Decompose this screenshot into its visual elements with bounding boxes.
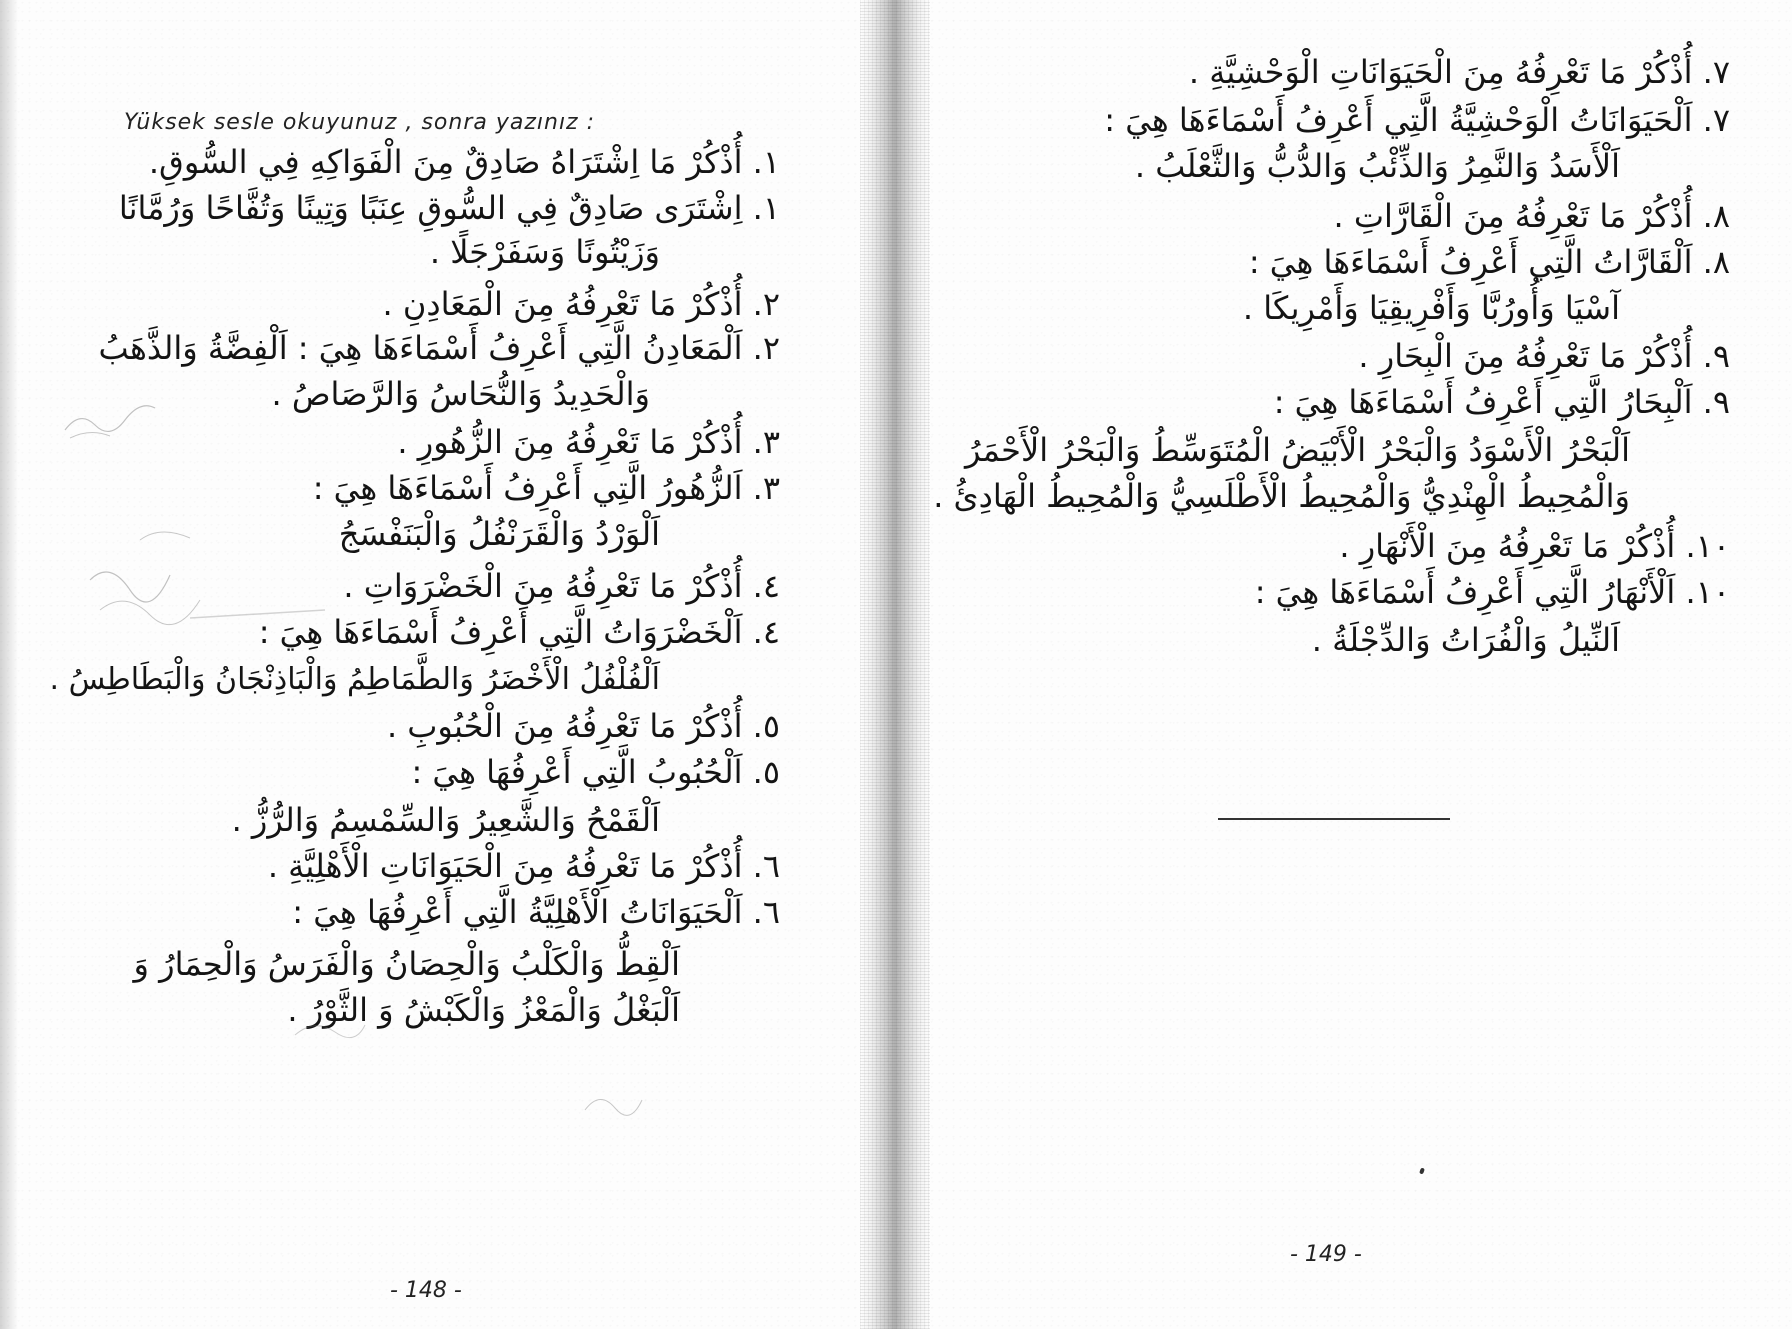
text-line: ٨. اَلْقَارَّاتُ الَّتِي أَعْرِفُ أَسْمَاءَهَا هِيَ : bbox=[1248, 243, 1730, 281]
reading-instruction: Yüksek sesle okuyunuz , sonra yazınız : bbox=[124, 110, 596, 135]
pencil-scribble bbox=[60, 390, 170, 450]
text-line: ٤. أُذْكُرْ مَا تَعْرِفُهُ مِنَ الْخَضْرَوَاتِ . bbox=[343, 567, 780, 605]
text-line: ٤. اَلْخَضْرَوَاتُ الَّتِي أَعْرِفُ أَسْمَاءَهَا هِيَ : bbox=[258, 613, 780, 651]
text-line: وَالْحَدِيدُ وَالنُّحَاسُ وَالرَّصَاصُ . bbox=[271, 375, 650, 413]
text-line: ٦. اَلْحَيَوَانَاتُ الْأَهْلِيَّةُ الَّتِي أَعْرِفُهَا هِيَ : bbox=[292, 893, 780, 931]
left-page-edge-shadow bbox=[0, 0, 18, 1329]
pencil-scribble bbox=[290, 1010, 370, 1050]
text-line: اَلْفُلْفُلُ الْأَخْضَرُ وَالطَّمَاطِمُ وَالْبَاذِنْجَانُ وَالْبَطَاطِسُ . bbox=[49, 662, 660, 697]
text-line: ١. اِشْتَرَى صَادِقٌ فِي السُّوقِ عِنَبًا وَتِينًا وَتُفَّاحًا وَرُمَّانًا bbox=[118, 189, 780, 227]
text-line: اَلْبَغْلُ وَالْمَعْزُ وَالْكَبْشُ وَ الثَّوْرُ . bbox=[287, 991, 680, 1029]
text-line: ٥. اَلْحُبُوبُ الَّتِي أَعْرِفُهَا هِيَ : bbox=[411, 753, 780, 791]
text-line: اَلْقِطُّ وَالْكَلْبُ وَالْحِصَانُ وَالْفَرَسُ وَالْحِمَارُ وَ bbox=[133, 945, 680, 983]
text-line: ٩. أُذْكُرْ مَا تَعْرِفُهُ مِنَ الْبِحَارِ . bbox=[1358, 337, 1730, 375]
text-line: ٨. أُذْكُرْ مَا تَعْرِفُهُ مِنَ الْقَارَّاتِ . bbox=[1333, 197, 1730, 235]
text-line: اَلنِّيلُ وَالْفُرَاتُ وَالدِّجْلَةُ . bbox=[1311, 621, 1620, 659]
text-line: ٥. أُذْكُرْ مَا تَعْرِفُهُ مِنَ الْحُبُوبِ . bbox=[386, 707, 780, 745]
text-line: ١٠. أُذْكُرْ مَا تَعْرِفُهُ مِنَ الْأَنْهَارِ . bbox=[1339, 527, 1730, 565]
ink-speck bbox=[1419, 1167, 1425, 1174]
end-of-section-rule bbox=[1218, 818, 1450, 820]
page-number: - 149 - bbox=[1290, 1242, 1362, 1267]
text-line: ٣. أُذْكُرْ مَا تَعْرِفُهُ مِنَ الزُّهُورِ . bbox=[397, 423, 780, 461]
left-page bbox=[49, 0, 820, 1329]
text-line: ١. أُذْكُرْ مَا اِشْتَرَاهُ صَادِقٌ مِنَ الْفَوَاكِهِ فِي السُّوقِ. bbox=[148, 143, 780, 181]
book-gutter bbox=[860, 0, 930, 1329]
text-line: اَلْقَمْحُ وَالشَّعِيرُ وَالسِّمْسِمُ وَالرُّزُّ . bbox=[231, 801, 660, 839]
text-line: ٧. أُذْكُرْ مَا تَعْرِفُهُ مِنَ الْحَيَوَانَاتِ الْوَحْشِيَّةِ . bbox=[1188, 53, 1730, 91]
text-line: ٩. اَلْبِحَارُ الَّتِي أَعْرِفُ أَسْمَاءَهَا هِيَ : bbox=[1273, 383, 1730, 421]
text-line: ٧. اَلْحَيَوَانَاتُ الْوَحْشِيَّةُ الَّتِي أَعْرِفُ أَسْمَاءَهَا هِيَ : bbox=[1104, 101, 1730, 139]
right-page bbox=[933, 0, 1730, 1329]
text-line: اَلْبَحْرُ الْأَسْوَدُ وَالْبَحْرُ الْأَبْيَضُ الْمُتَوَسِّطُ وَالْبَحْرُ الْأَحْمَرُ bbox=[965, 431, 1630, 469]
text-line: ٦. أُذْكُرْ مَا تَعْرِفُهُ مِنَ الْحَيَوَانَاتِ الْأَهْلِيَّةِ . bbox=[267, 847, 780, 885]
pencil-scribble bbox=[580, 1080, 650, 1130]
text-line: ٣. اَلزُّهُورُ الَّتِي أَعْرِفُ أَسْمَاءَهَا هِيَ : bbox=[312, 469, 780, 507]
pencil-underline bbox=[190, 600, 330, 630]
text-line: وَالْمُحِيطُ الْهِنْدِيُّ وَالْمُحِيطُ الْأَطْلَسِيُّ وَالْمُحِيطُ الْهَادِئُ . bbox=[933, 477, 1630, 515]
text-line: ٢. اَلْمَعَادِنُ الَّتِي أَعْرِفُ أَسْمَاءَهَا هِيَ : اَلْفِضَّةُ وَالذَّهَبُ bbox=[98, 329, 780, 367]
text-line: اَلْوَرْدُ وَالْقَرَنْفُلُ وَالْبَنَفْسَجُ bbox=[338, 515, 660, 553]
text-line: ١٠. اَلْأَنْهَارُ الَّتِي أَعْرِفُ أَسْمَاءَهَا هِيَ : bbox=[1254, 573, 1730, 611]
text-line: ٢. أُذْكُرْ مَا تَعْرِفُهُ مِنَ الْمَعَادِنِ . bbox=[382, 285, 780, 323]
text-line: آسْيَا وَأُورُبَّا وَأَفْرِيقِيَا وَأَمْرِيكَا . bbox=[1242, 289, 1620, 327]
page-number: - 148 - bbox=[390, 1278, 462, 1303]
text-line: اَلْأَسَدُ وَالنَّمِرُ وَالذِّئْبُ وَالدُّبُّ وَالثَّعْلَبُ . bbox=[1134, 147, 1620, 185]
text-line: وَزَيْتُونًا وَسَفَرْجَلًا . bbox=[429, 233, 660, 271]
